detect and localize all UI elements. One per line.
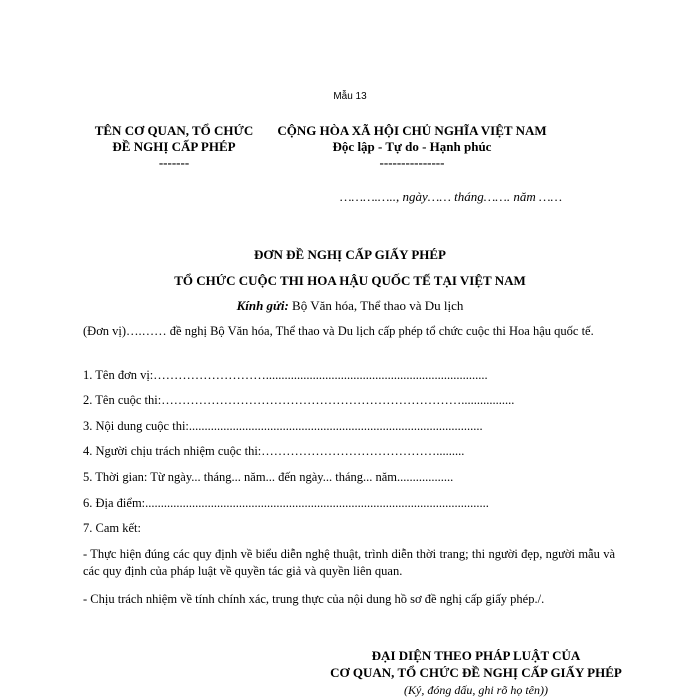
org-header bbox=[74, 123, 274, 171]
field-location: 6. Địa điểm:.............................................................................................................. bbox=[83, 496, 489, 510]
nation-name: CỘNG HÒA XÃ HỘI CHỦ NGHĨA VIỆT NAM bbox=[277, 123, 547, 138]
signature-title-line2: CƠ QUAN, TỔ CHỨC ĐỀ NGHỊ CẤP GIẤY PHÉP bbox=[330, 665, 622, 680]
date-line: ……….….., ngày…… tháng……. năm …… bbox=[340, 189, 563, 204]
nation-divider: --------------- bbox=[379, 155, 445, 170]
signature-title-line1: ĐẠI DIỆN THEO PHÁP LUẬT CỦA bbox=[371, 648, 581, 663]
field-contest-content: 3. Nội dung cuộc thi:.............................................................................................. bbox=[83, 419, 483, 433]
addressee-value: Bộ Văn hóa, Thể thao và Du lịch bbox=[288, 298, 464, 313]
commitment-item: - Thực hiện đúng các quy định về biểu diễn nghệ thuật, trình diễn thời trang; thi người đẹp, người mẫu và các quy định của pháp luật về quyền tác giả và quyền liên quan. bbox=[83, 547, 615, 578]
org-divider: ------- bbox=[158, 155, 190, 170]
org-name-line2: ĐỀ NGHỊ CẤP PHÉP bbox=[112, 139, 236, 154]
field-time: 5. Thời gian: Từ ngày... tháng... năm... đến ngày... tháng... năm.................. bbox=[83, 470, 454, 484]
form-code: Mẫu 13 bbox=[333, 91, 367, 102]
intro-paragraph: (Đơn vị)….…… đề nghị Bộ Văn hóa, Thể thao và Du lịch cấp phép tổ chức cuộc thi Hoa hậu quốc tế. bbox=[83, 324, 594, 338]
document-title: ĐƠN ĐỀ NGHỊ CẤP GIẤY PHÉP bbox=[254, 247, 446, 262]
addressee-label: Kính gửi: bbox=[236, 298, 289, 313]
org-name-line1: TÊN CƠ QUAN, TỔ CHỨC bbox=[94, 123, 254, 138]
nation-header bbox=[262, 123, 562, 171]
field-commitment: 7. Cam kết: bbox=[83, 521, 141, 535]
field-responsible-person: 4. Người chịu trách nhiệm cuộc thi:……………………………………......... bbox=[83, 444, 465, 458]
addressee bbox=[0, 298, 700, 314]
nation-motto: Độc lập - Tự do - Hạnh phúc bbox=[332, 139, 492, 154]
field-unit-name: 1. Tên đơn vị:………………………....................................................................... bbox=[83, 368, 488, 382]
document-subtitle: TỔ CHỨC CUỘC THI HOA HẬU QUỐC TẾ TẠI VIỆT NAM bbox=[174, 273, 526, 288]
commitment-item: - Chịu trách nhiệm về tính chính xác, trung thực của nội dung hồ sơ đề nghị cấp giấy phép./. bbox=[83, 592, 545, 606]
signature-instruction: (Ký, đóng dấu, ghi rõ họ tên)) bbox=[404, 683, 548, 697]
field-contest-name: 2. Tên cuộc thi:………………………………………………………………................. bbox=[83, 393, 515, 407]
